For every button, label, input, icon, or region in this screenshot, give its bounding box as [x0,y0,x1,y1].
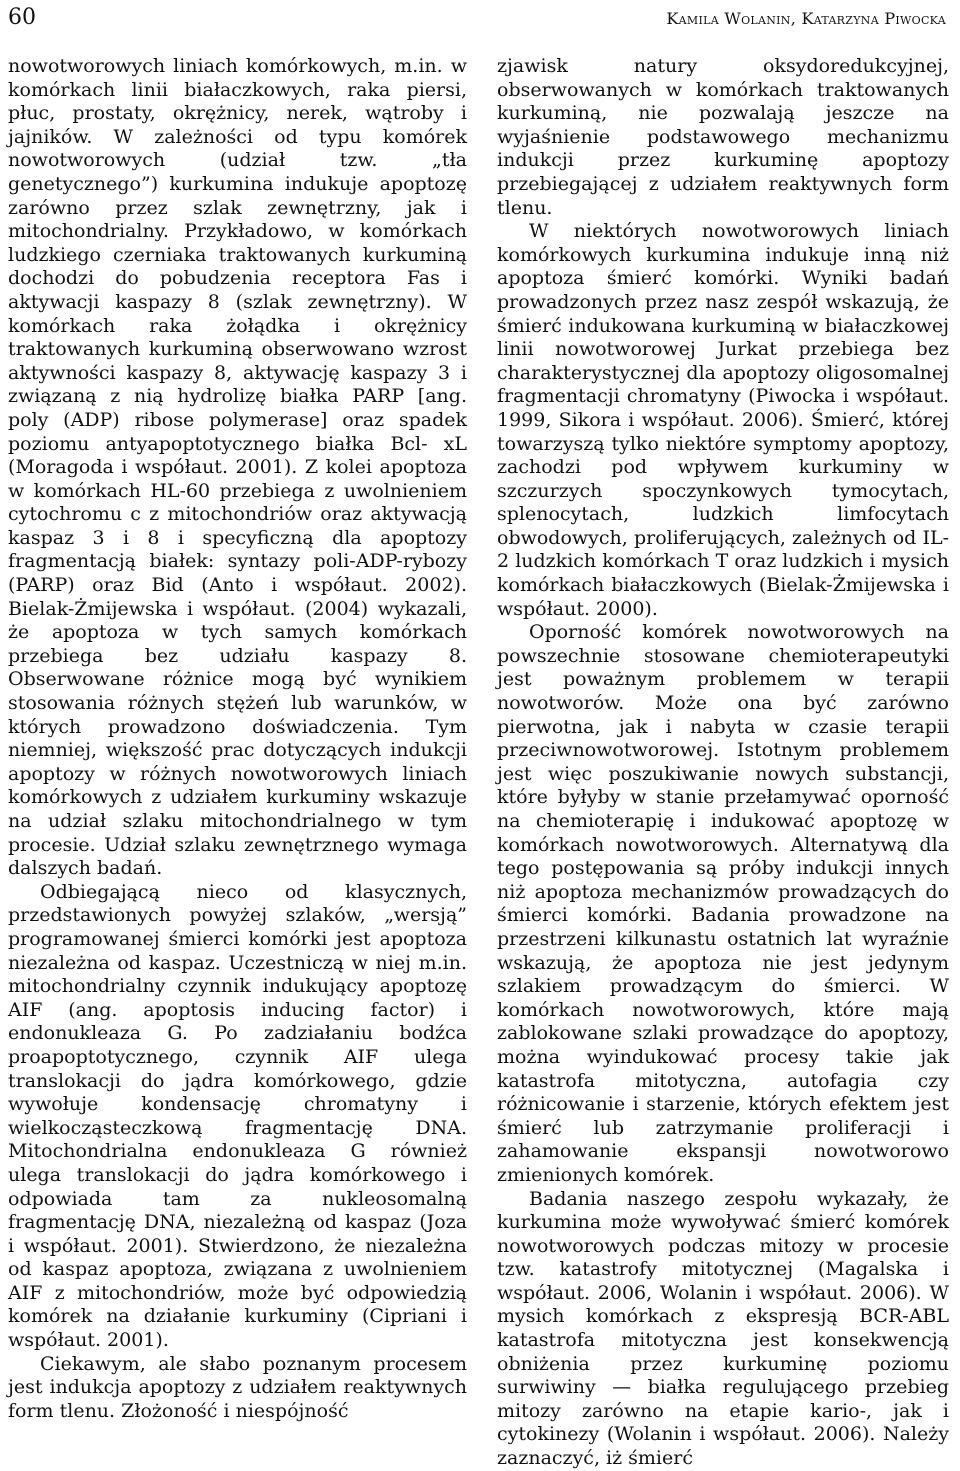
left-text-column [8,55,467,1423]
paragraph: Odbiegającą nieco od klasycznych, przedstawionych powyżej szlaków, „wersją” programowanej śmierci komórki jest apoptoza niezależna od kaspaz. Uczestniczą w niej m.in. mitochondrialny czynnik indukujący apoptozę AIF (ang. apoptosis inducing factor) i endonukleaza G. Po zadziałaniu bodźca proapoptotycznego, czynnik AIF ulega translokacji do jądra komórkowego, gdzie wywołuje kondensację chromatyny i wielkocząsteczkową fragmentację DNA. Mitochondrialna endonukleaza G również ulega translokacji do jądra komórkowego i odpowiada tam za nukleosomalną fragmentację DNA, niezależną od kaspaz (Joza i współaut. 2001). Stwierdzono, że niezależna od kaspaz apoptoza, związana z uwolnieniem AIF z mitochondriów, może być odpowiedzią komórek na działanie kurkuminy (Cipriani i współaut. 2001). [8,880,467,1352]
paragraph: Badania naszego zespołu wykazały, że kurkumina może wywoływać śmierć komórek nowotworowych podczas mitozy w procesie tzw. katastrofy mitotycznej (Magalska i współaut. 2006, Wolanin i współaut. 2006). W mysich komórkach z ekspresją BCR-ABL katastrofa mitotyczna jest konsekwencją obniżenia przez kurkuminę poziomu surwiwiny — białka regulującego przebieg mitozy zarówno na etapie kario-, jak i cytokinezy (Wolanin i współaut. 2006). Należy zaznaczyć, iż śmierć [497,1187,949,1470]
right-text-column [497,55,949,1471]
paragraph: nowotworowych liniach komórkowych, m.in. w komórkach linii białaczkowych, raka piersi, płuc, prostaty, okrężnicy, nerek, wątroby i jajników. W zależności od typu komórek nowotworowych (udział tzw. „tła genetycznego”) kurkumina indukuje apoptozę zarówno przez szlak zewnętrzny, jak i mitochondrialny. Przykładowo, w komórkach ludzkiego czerniaka traktowanych kurkuminą dochodzi do pobudzenia receptora Fas i aktywacji kaspazy 8 (szlak zewnętrzny). W komórkach raka żołądka i okrężnicy traktowanych kurkuminą obserwowano wzrost aktywności kaspazy 8, aktywację kaspazy 3 i związaną z nią hydrolizę białka PARP [ang. poly (ADP) ribose polymerase] oraz spadek poziomu antyapoptotycznego białka Bcl- xL (Moragoda i współaut. 2001). Z kolei apoptoza w komórkach HL-60 przebiega z uwolnieniem cytochromu c z mitochondriów oraz aktywacją kaspaz 3 i 8 i specyficzną dla apoptozy fragmentacją białek: syntazy poli-ADP-rybozy (PARP) oraz Bid (Anto i współaut. 2002). Bielak-Żmijewska i współaut. (2004) wykazali, że apoptoza w tych samych komórkach przebiega bez udziału kaspazy 8. Obserwowane różnice mogą być wynikiem stosowania różnych stężeń lub warunków, w których prowadzono doświadczenia. Tym niemniej, większość prac dotyczących indukcji apoptozy w różnych nowotworowych liniach komórkowych z udziałem kurkuminy wskazuje na udział szlaku mitochondrialnego w tym procesie. Udział szlaku zewnętrznego wymaga dalszych badań. [8,55,467,880]
paragraph: zjawisk natury oksydoredukcyjnej, obserwowanych w komórkach traktowanych kurkuminą, nie pozwalają jeszcze na wyjaśnienie podstawowego mechanizmu indukcji przez kurkuminę apoptozy przebiegającej z udziałem reaktywnych form tlenu. [497,55,949,219]
paragraph: Ciekawym, ale słabo poznanym procesem jest indukcja apoptozy z udziałem reaktywnych form tlenu. Złożoność i niespójność [8,1352,467,1422]
running-head-authors: Kamila Wolanin, Katarzyna Piwocka [666,9,946,28]
page-header [8,4,946,40]
paragraph: Oporność komórek nowotworowych na powszechnie stosowane chemioterapeutyki jest poważnym problemem w terapii nowotworów. Może ona być zarówno pierwotna, jak i nabyta w czasie terapii przeciwnowotworowej. Istotnym problemem jest więc poszukiwanie nowych substancji, które byłyby w stanie przełamywać oporność na chemioterapię i indukować apoptozę w komórkach nowotworowych. Alternatywą dla tego postępowania są próby indukcji innych niż apoptoza mechanizmów prowadzących do śmierci komórki. Badania prowadzone na przestrzeni kilkunastu ostatnich lat wyraźnie wskazują, że apoptoza nie jest jedynym szlakiem prowadzącym do śmierci. W komórkach nowotworowych, które mają zablokowane szlaki prowadzące do apoptozy, można wyindukować procesy takie jak katastrofa mitotyczna, autofagia czy różnicowanie i starzenie, których efektem jest śmierć lub zatrzymanie proliferacji i zahamowanie ekspansji nowotworowo zmienionych komórek. [497,621,949,1186]
paragraph: W niektórych nowotworowych liniach komórkowych kurkumina indukuje inną niż apoptoza śmierć komórki. Wyniki badań prowadzonych przez nasz zespół wskazują, że śmierć indukowana kurkuminą w białaczkowej linii nowotworowej Jurkat przebiega bez charakterystycznej dla apoptozy oligosomalnej fragmentacji chromatyny (Piwocka i współaut. 1999, Sikora i współaut. 2006). Śmierć, której towarzyszą tylko niektóre symptomy apoptozy, zachodzi pod wpływem kurkuminy w szczurzych spoczynkowych tymocytach, splenocytach, ludzkich limfocytach obwodowych, proliferujących, zależnych od IL-2 ludzkich komórkach T oraz ludzkich i mysich komórkach białaczkowych (Bielak-Żmijewska i współaut. 2000). [497,220,949,620]
page-number: 60 [8,5,36,30]
